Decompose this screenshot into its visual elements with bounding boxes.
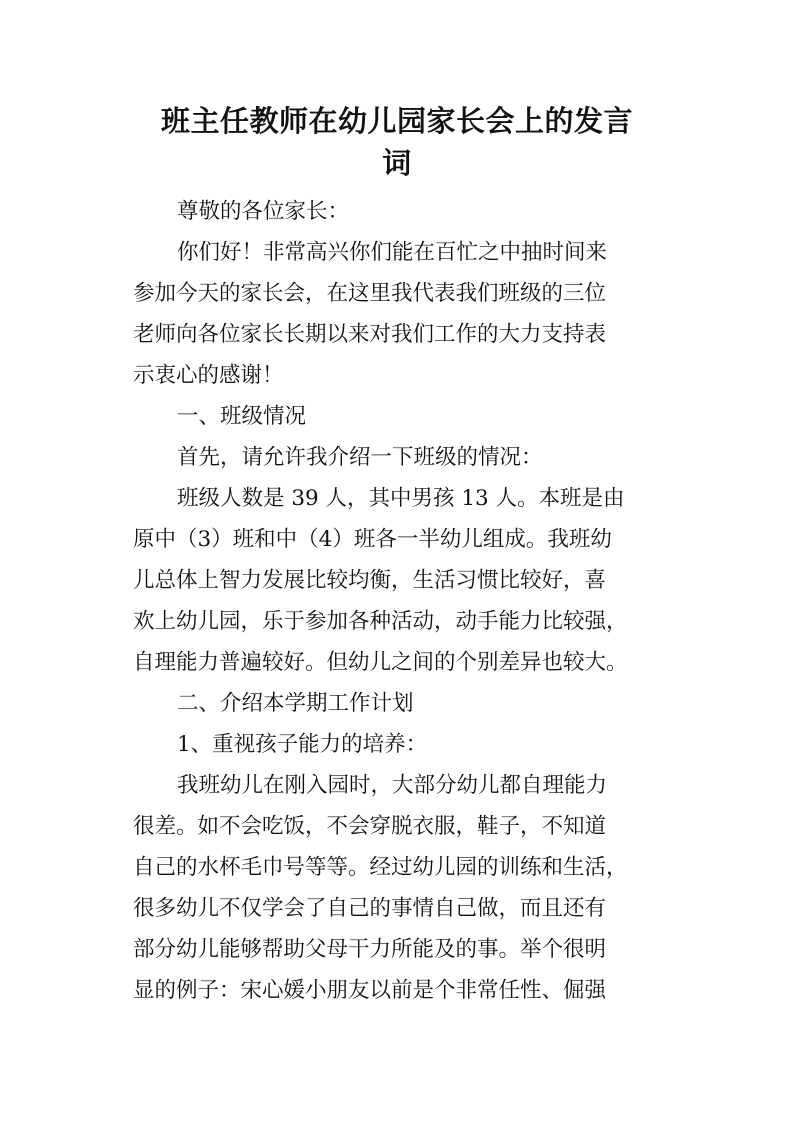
text-line: 显的例子：宋心媛小朋友以前是个非常任性、倔强 xyxy=(133,978,607,1003)
text-line: 1、重视孩子能力的培养： xyxy=(177,732,428,757)
text-line: 班级人数是 39 人，其中男孩 13 人。本班是由 xyxy=(177,486,625,511)
text-line: 示衷心的感谢！ xyxy=(133,363,284,388)
document-body xyxy=(133,191,665,1011)
text-line: 自己的水杯毛巾号等等。经过幼儿园的训练和生活， xyxy=(133,855,628,880)
text-line: 老师向各位家长长期以来对我们工作的大力支持表 xyxy=(133,322,607,347)
text-line: 尊敬的各位家长： xyxy=(177,199,350,224)
text-line: 二、介绍本学期工作计划 xyxy=(177,691,414,716)
text-line: 很多幼儿不仅学会了自己的事情自己做，而且还有 xyxy=(133,896,607,921)
text-line: 儿总体上智力发展比较均衡，生活习惯比较好，喜 xyxy=(133,568,607,593)
text-line: 参加今天的家长会，在这里我代表我们班级的三位 xyxy=(133,281,607,306)
title-line: 班主任教师在幼儿园家长会上的发言 xyxy=(160,104,633,138)
text-line: 一、班级情况 xyxy=(177,404,307,429)
text-line: 你们好！非常高兴你们能在百忙之中抽时间来 xyxy=(177,240,608,265)
text-line: 欢上幼儿园，乐于参加各种活动，动手能力比较强， xyxy=(133,609,628,634)
document-title xyxy=(130,100,664,184)
text-line: 原中（3）班和中（4）班各一半幼儿组成。我班幼 xyxy=(133,527,612,552)
text-line: 首先，请允许我介绍一下班级的情况： xyxy=(177,445,543,470)
text-line: 很差。如不会吃饭，不会穿脱衣服，鞋子，不知道 xyxy=(133,814,607,839)
text-line: 我班幼儿在刚入园时，大部分幼儿都自理能力 xyxy=(177,773,608,798)
text-line: 自理能力普遍较好。但幼儿之间的个别差异也较大。 xyxy=(133,650,628,675)
text-line: 部分幼儿能够帮助父母干力所能及的事。举个很明 xyxy=(133,937,607,962)
title-line: 词 xyxy=(382,146,412,180)
